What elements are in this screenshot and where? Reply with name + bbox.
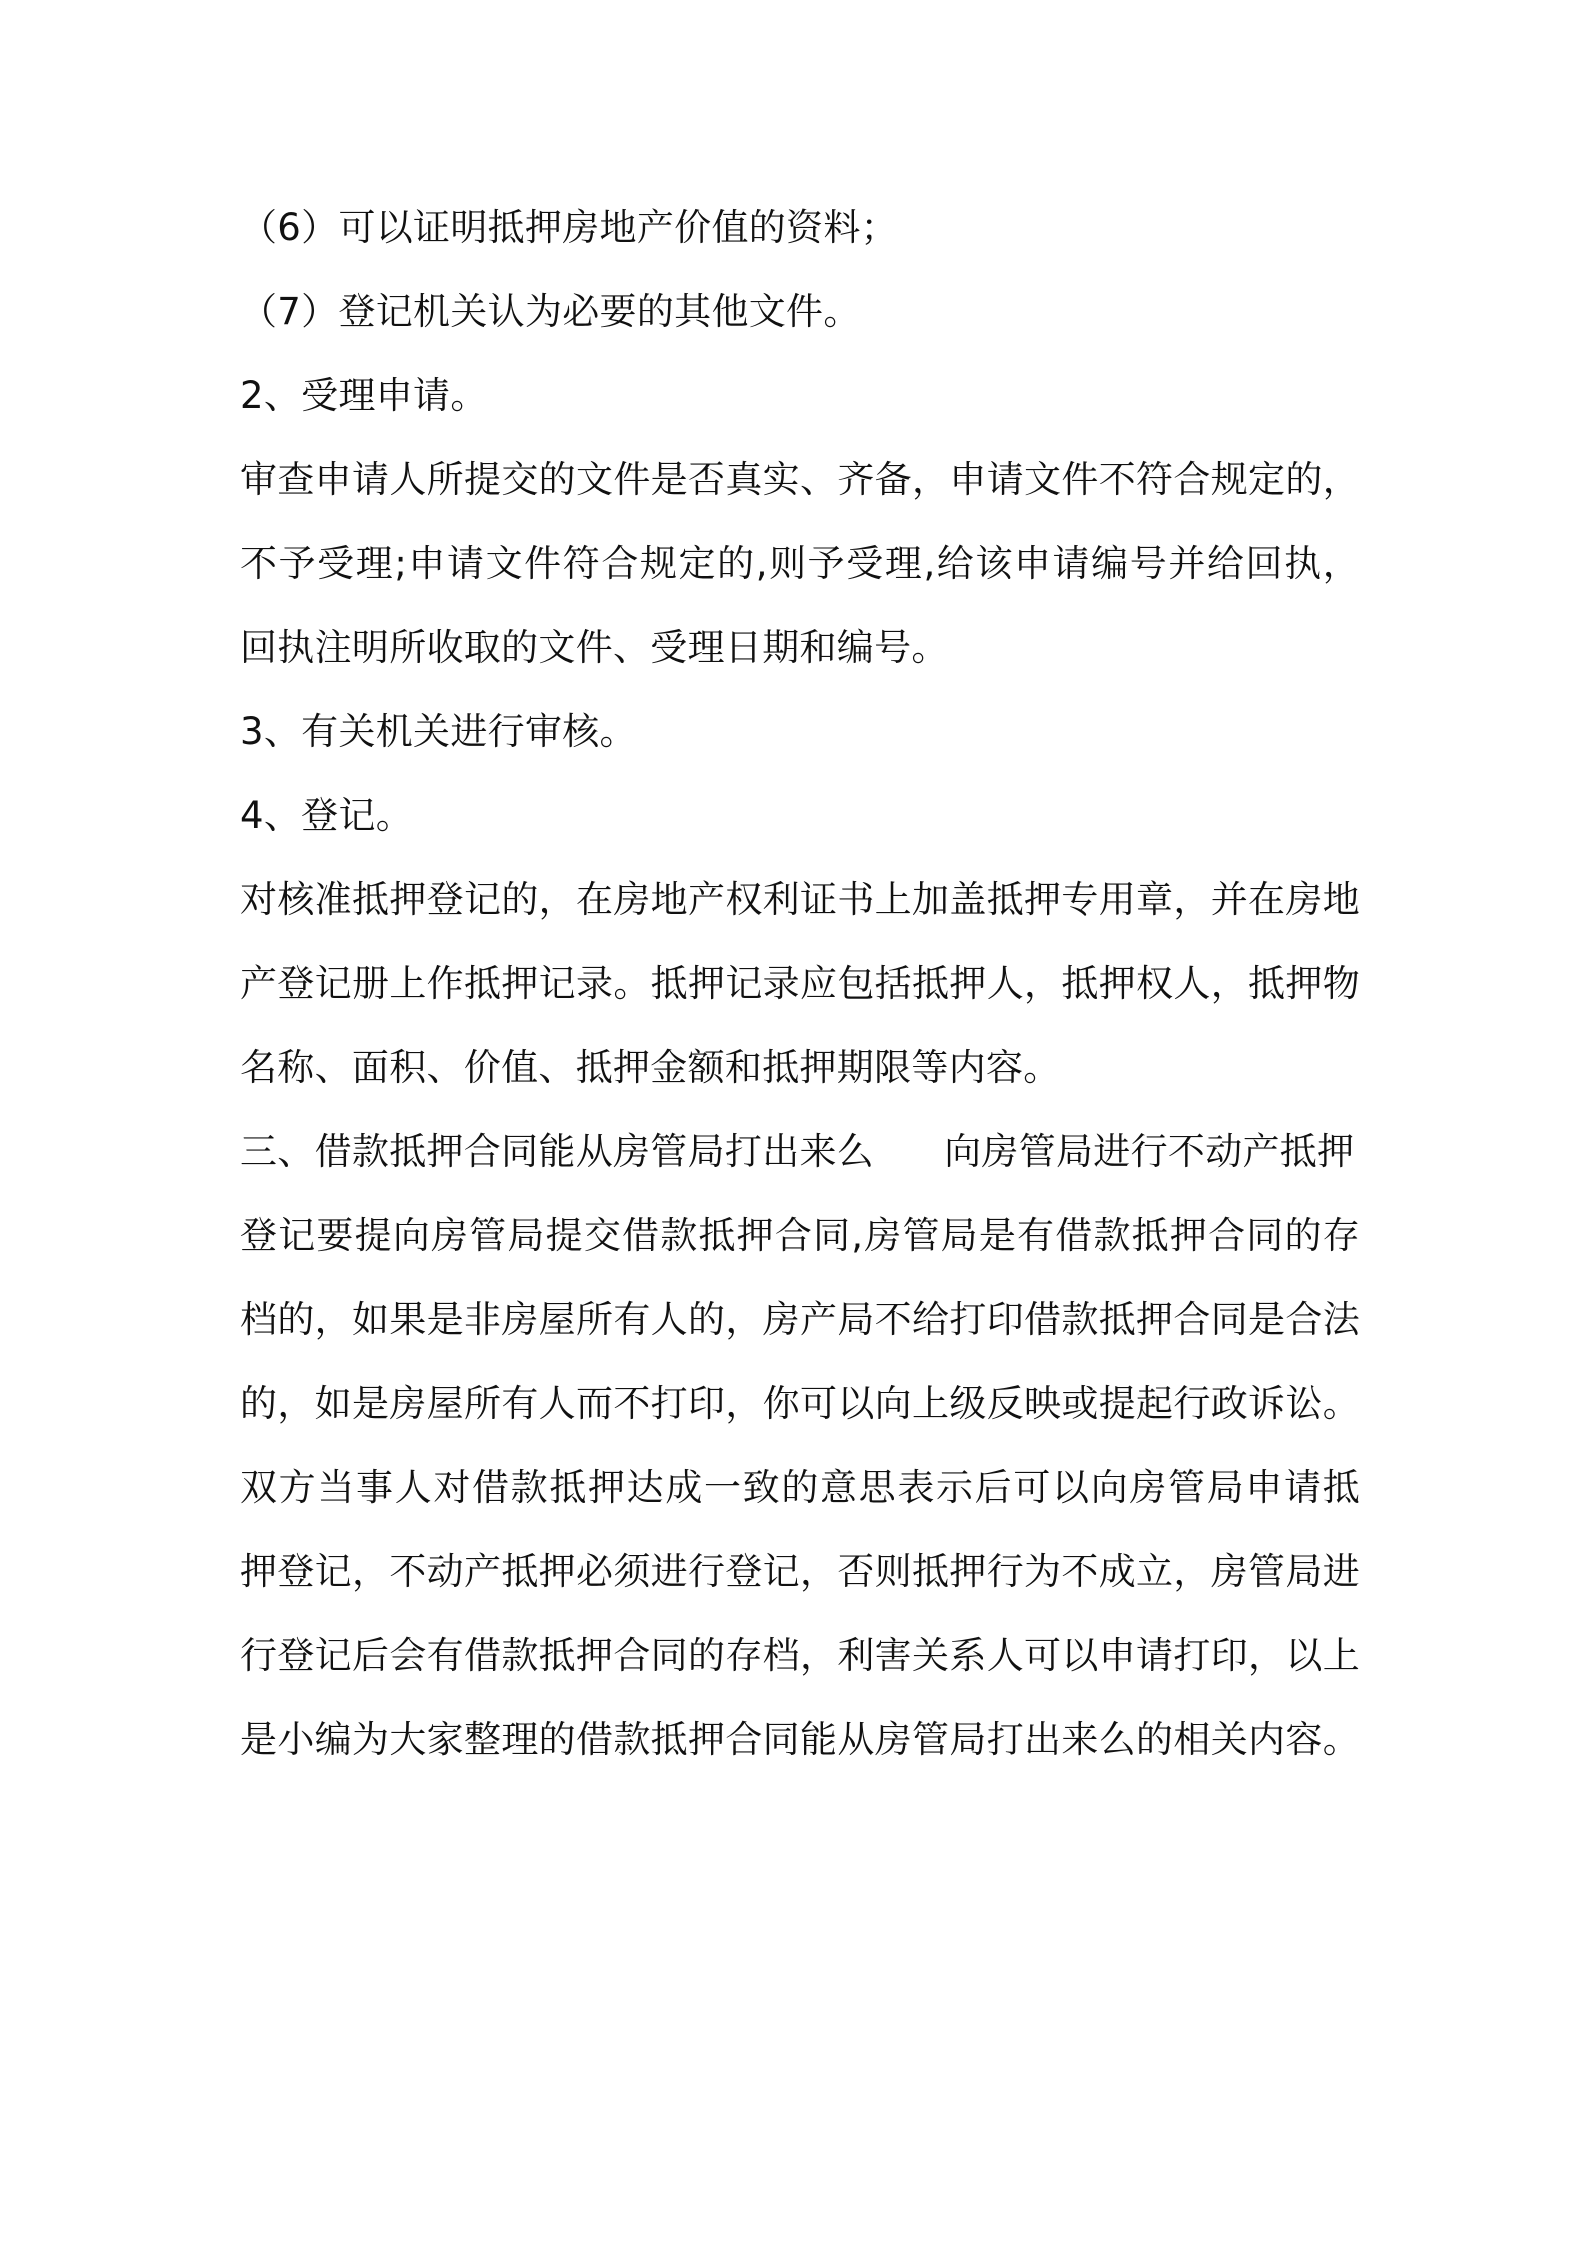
section-3-line bbox=[240, 1124, 1360, 1208]
paragraph-line: 审查申请人所提交的文件是否真实、齐备，申请文件不符合规定的， bbox=[240, 458, 1360, 501]
paragraph-line: 回执注明所收取的文件、受理日期和编号。 bbox=[240, 626, 949, 669]
document-body bbox=[240, 200, 1360, 1796]
paragraph-line: 登记要提向房管局提交借款抵押合同,房管局是有借款抵押合同的存 bbox=[240, 1214, 1360, 1257]
step-2-heading: 2、受理申请。 bbox=[240, 374, 488, 417]
section-3-text-start: 向房管局进行不动产抵押 bbox=[944, 1130, 1355, 1173]
paragraph-line: 对核准抵押登记的，在房地产权利证书上加盖抵押专用章，并在房地 bbox=[240, 878, 1360, 921]
paragraph-line: 押登记，不动产抵押必须进行登记，否则抵押行为不成立，房管局进 bbox=[240, 1550, 1360, 1593]
step-4-heading: 4、登记。 bbox=[240, 794, 414, 837]
list-item-7: （7）登记机关认为必要的其他文件。 bbox=[240, 290, 861, 333]
section-3-heading: 三、借款抵押合同能从房管局打出来么 bbox=[240, 1130, 875, 1173]
paragraph-line: 的，如是房屋所有人而不打印，你可以向上级反映或提起行政诉讼。 bbox=[240, 1382, 1360, 1425]
list-item-6: （6）可以证明抵押房地产价值的资料； bbox=[240, 206, 898, 249]
paragraph-line: 产登记册上作抵押记录。抵押记录应包括抵押人，抵押权人，抵押物 bbox=[240, 962, 1360, 1005]
paragraph-line: 不予受理;申请文件符合规定的,则予受理,给该申请编号并给回执， bbox=[240, 542, 1360, 585]
paragraph-line: 档的，如果是非房屋所有人的，房产局不给打印借款抵押合同是合法 bbox=[240, 1298, 1360, 1341]
paragraph-line: 行登记后会有借款抵押合同的存档，利害关系人可以申请打印，以上 bbox=[240, 1634, 1360, 1677]
paragraph-line: 双方当事人对借款抵押达成一致的意思表示后可以向房管局申请抵 bbox=[240, 1466, 1360, 1509]
paragraph-line: 名称、面积、价值、抵押金额和抵押期限等内容。 bbox=[240, 1046, 1061, 1089]
paragraph-line: 是小编为大家整理的借款抵押合同能从房管局打出来么的相关内容。 bbox=[240, 1718, 1360, 1761]
step-3-heading: 3、有关机关进行审核。 bbox=[240, 710, 637, 753]
